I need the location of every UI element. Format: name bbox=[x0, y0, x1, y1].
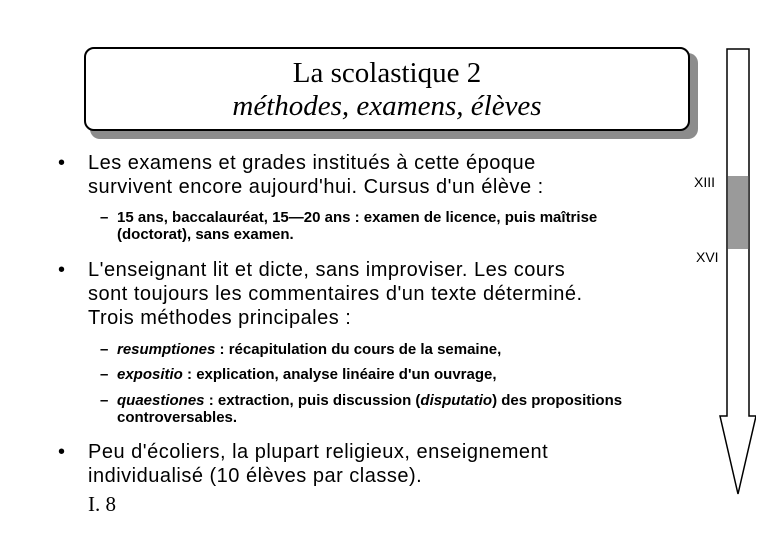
sub-line: (doctorat), sans examen. bbox=[117, 226, 294, 243]
sub-marker: – bbox=[100, 366, 109, 383]
sub-marker: – bbox=[100, 392, 109, 409]
sub-line bbox=[117, 366, 497, 383]
bullet-line: L'enseignant lit et dicte, sans improviser. Les cours bbox=[88, 259, 566, 281]
sub-line bbox=[117, 392, 622, 409]
title-main: La scolastique 2 bbox=[292, 57, 482, 89]
sub-item-quaestiones bbox=[100, 392, 622, 426]
century-label-16: XVI bbox=[696, 249, 719, 265]
timeline-arrow-outline bbox=[720, 49, 756, 494]
bullet-exams bbox=[58, 151, 544, 199]
bullet-line: sont toujours les commentaires d'un texte déterminé. bbox=[88, 283, 583, 305]
method-description: : extraction, puis discussion ( bbox=[204, 392, 421, 409]
slide-number: I. 8 bbox=[88, 492, 116, 516]
method-term: expositio bbox=[117, 366, 183, 383]
sub-item-expositio bbox=[100, 366, 497, 383]
bullet-students bbox=[58, 440, 548, 488]
bullet-marker: • bbox=[58, 152, 66, 174]
sub-line: 15 ans, baccalauréat, 15—20 ans : examen de licence, puis maîtrise bbox=[117, 209, 598, 226]
method-description-end: ) des propositions bbox=[492, 392, 623, 409]
sub-line bbox=[117, 341, 501, 358]
bullet-marker: • bbox=[58, 441, 66, 463]
sub-item-resumptiones bbox=[100, 341, 501, 358]
bullet-marker: • bbox=[58, 259, 66, 281]
timeline-period-band bbox=[728, 176, 749, 249]
sub-marker: – bbox=[100, 209, 109, 226]
bullet-line: Peu d'écoliers, la plupart religieux, enseignement bbox=[88, 441, 549, 463]
title-subtitle: méthodes, examens, élèves bbox=[232, 90, 542, 122]
sub-line: controversables. bbox=[117, 409, 238, 426]
bullet-line: Les examens et grades institués à cette époque bbox=[88, 152, 536, 174]
method-term: resumptiones bbox=[117, 341, 216, 358]
method-description: : récapitulation du cours de la semaine, bbox=[215, 341, 502, 358]
method-description: : explication, analyse linéaire d'un ouvrage, bbox=[182, 366, 497, 383]
bullet-line: Trois méthodes principales : bbox=[88, 307, 352, 329]
sub-item-cursus bbox=[100, 209, 597, 243]
timeline-arrow bbox=[696, 46, 756, 496]
method-term: quaestiones bbox=[117, 392, 205, 409]
sub-marker: – bbox=[100, 341, 109, 358]
slide-title bbox=[84, 47, 690, 131]
method-term-secondary: disputatio bbox=[420, 392, 493, 409]
bullet-line: survivent encore aujourd'hui. Cursus d'un élève : bbox=[88, 176, 544, 198]
century-label-13: XIII bbox=[694, 174, 716, 190]
bullet-line: individualisé (10 élèves par classe). bbox=[88, 465, 423, 487]
bullet-teaching bbox=[58, 258, 583, 330]
